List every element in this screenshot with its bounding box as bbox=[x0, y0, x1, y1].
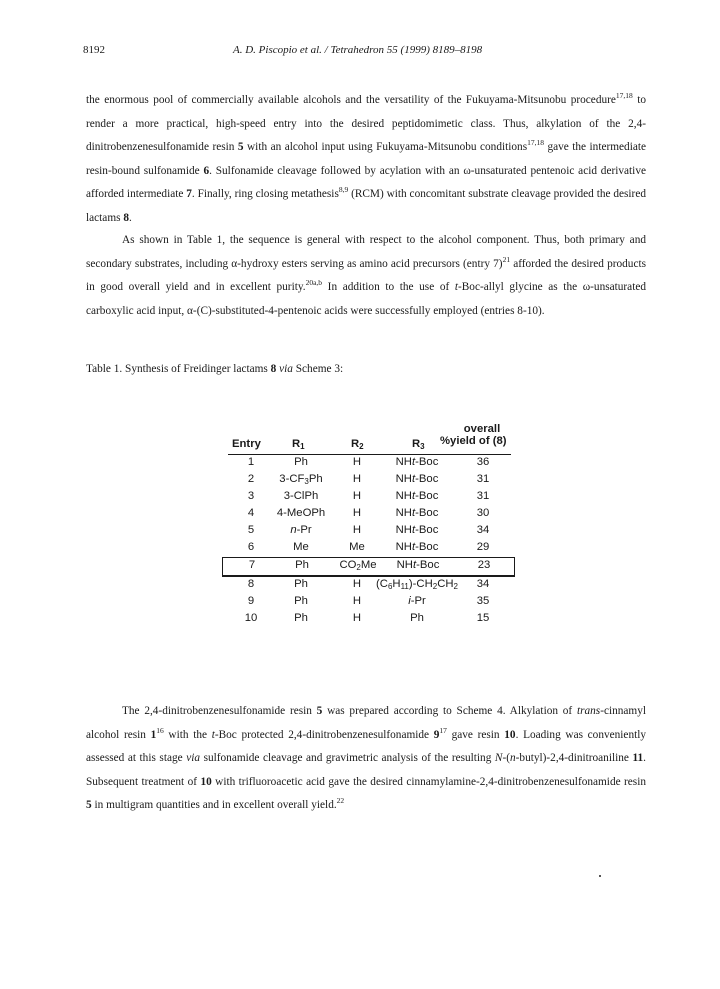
cell-r2: H bbox=[352, 456, 362, 468]
cell-entry: 4 bbox=[247, 507, 255, 519]
cell-entry: 3 bbox=[247, 490, 255, 502]
cell-r1: $3-CF_3Ph$ bbox=[279, 473, 323, 486]
cell-r1: Ph bbox=[294, 612, 308, 624]
table-row bbox=[228, 472, 511, 489]
cell-yield: 23 bbox=[477, 559, 491, 571]
cell-yield: 36 bbox=[476, 456, 490, 468]
header-entry: Entry bbox=[232, 438, 261, 450]
cell-yield: 29 bbox=[476, 541, 490, 553]
table-row bbox=[228, 455, 511, 472]
paragraph-2: As shown in Table 1, the sequence is general with respect to the alcohol component. Thus, both primary and secondary substrates, including α-hydroxy esters serving as amino acid precursors (entry 7)$^{21}$ afforded the desired products in good overall yield and in excellent purity.$^{20a,b}$ In addition to the use of t-Boc-allyl glycine as the ω-unsaturated carboxylic acid input, α-(C)-substituted-4-pentenoic acids were successfully employed (entries 8-10). bbox=[86, 234, 646, 317]
cell-r1: Ph bbox=[294, 595, 308, 607]
cell-r2: H bbox=[352, 595, 362, 607]
table-row bbox=[228, 523, 511, 540]
cell-r3: NHt-Boc bbox=[395, 507, 439, 519]
table-caption: Table 1. Synthesis of Freidinger lactams 8 via Scheme 3: bbox=[86, 363, 344, 375]
table-header bbox=[228, 412, 511, 455]
page-number: 8192 bbox=[83, 44, 105, 56]
paragraph-1: the enormous pool of commercially available alcohols and the versatility of the Fukuyama-Mitsunobu procedure$^{17,18}$ to render a more practical, high-speed entry into the desired peptidomimetic class. Thus, alkylation of the 2,4-dinitrobenzenesulfonamide resin 5 with an alcohol input using Fukuyama-Mitsunobu conditions$^{17,18}$ gave the intermediate resin-bound sulfonamide 6. Sulfonamide cleavage followed by acylation with an ω-unsaturated pentenoic acid derivative afforded intermediate 7. Finally, ring closing metathesis$^{8,9}$ (RCM) with concomitant substrate cleavage provided the desired lactams 8. bbox=[86, 91, 646, 224]
header-r1: $R_1$ bbox=[292, 438, 305, 451]
cell-r1: Ph bbox=[294, 456, 308, 468]
table-row bbox=[228, 577, 511, 594]
cell-r3: Ph bbox=[410, 612, 424, 624]
cell-entry: 10 bbox=[244, 612, 258, 624]
cell-r1: Ph bbox=[295, 559, 309, 571]
table-row bbox=[228, 594, 511, 611]
cell-r1: Me bbox=[293, 541, 309, 553]
header-r2: $R_2$ bbox=[351, 438, 364, 451]
cell-r2: Me bbox=[349, 541, 365, 553]
cell-entry: 6 bbox=[247, 541, 255, 553]
cell-entry: 5 bbox=[247, 524, 255, 536]
cell-r2: H bbox=[352, 578, 362, 590]
cell-r2: H bbox=[352, 507, 362, 519]
cell-r2: H bbox=[352, 524, 362, 536]
running-title: A. D. Piscopio et al. / Tetrahedron 55 (1999) 8189–8198 bbox=[233, 44, 483, 56]
table-row bbox=[228, 506, 511, 523]
cell-r3: NHt-Boc bbox=[395, 541, 439, 553]
cell-r3: $(C_6H_{11})-CH_2CH_2$ bbox=[376, 578, 458, 591]
header-yield-line2: %yield of (8) bbox=[440, 435, 507, 447]
cell-r1: 3-ClPh bbox=[283, 490, 319, 502]
cell-yield: 30 bbox=[476, 507, 490, 519]
cell-entry: 7 bbox=[248, 559, 256, 571]
cell-r2: H bbox=[352, 612, 362, 624]
cell-r2: H bbox=[352, 490, 362, 502]
cell-yield: 31 bbox=[476, 490, 490, 502]
cell-r3: NHt-Boc bbox=[395, 490, 439, 502]
cell-yield: 34 bbox=[476, 524, 490, 536]
table-row bbox=[228, 540, 511, 557]
header-yield-line1: overall bbox=[463, 423, 501, 435]
cell-r2: H bbox=[352, 473, 362, 485]
cell-yield: 15 bbox=[476, 612, 490, 624]
cell-r3: NHt-Boc bbox=[395, 473, 439, 485]
cell-entry: 8 bbox=[247, 578, 255, 590]
stray-mark bbox=[599, 875, 601, 877]
header-r3: $R_3$ bbox=[412, 438, 425, 451]
cell-entry: 1 bbox=[247, 456, 255, 468]
cell-r1: Ph bbox=[294, 578, 308, 590]
cell-entry: 2 bbox=[247, 473, 255, 485]
cell-r2: $CO_2Me$ bbox=[339, 559, 377, 572]
cell-r1: n-Pr bbox=[290, 524, 312, 536]
table-row bbox=[228, 489, 511, 506]
cell-r3: i-Pr bbox=[408, 595, 426, 607]
table-body bbox=[228, 455, 511, 628]
cell-yield: 31 bbox=[476, 473, 490, 485]
lactam-table bbox=[228, 412, 511, 628]
cell-r1: 4-MeOPh bbox=[276, 507, 326, 519]
cell-r3: NHt-Boc bbox=[396, 559, 440, 571]
table-row-highlighted bbox=[222, 557, 515, 577]
paragraph-3: The 2,4-dinitrobenzenesulfonamide resin 5 was prepared according to Scheme 4. Alkylation of trans-cinnamyl alcohol resin $1^{16}$ with the t-Boc protected 2,4-dinitrobenzenesulfonamide $9^{17}$ gave resin 10. Loading was conveniently assessed at this stage via sulfonamide cleavage and gravimetric analysis of the resulting N-(n-butyl)-2,4-dinitroaniline 11. Subsequent treatment of 10 with trifluoroacetic acid gave the desired cinnamylamine-2,4-dinitrobenzenesulfonamide resin 5 in multigram quantities and in excellent overall yield.$^{22}$ bbox=[86, 705, 647, 811]
cell-r3: NHt-Boc bbox=[395, 456, 439, 468]
cell-r3: NHt-Boc bbox=[395, 524, 439, 536]
cell-entry: 9 bbox=[247, 595, 255, 607]
cell-yield: 35 bbox=[476, 595, 490, 607]
cell-yield: 34 bbox=[476, 578, 490, 590]
table-row bbox=[228, 611, 511, 628]
